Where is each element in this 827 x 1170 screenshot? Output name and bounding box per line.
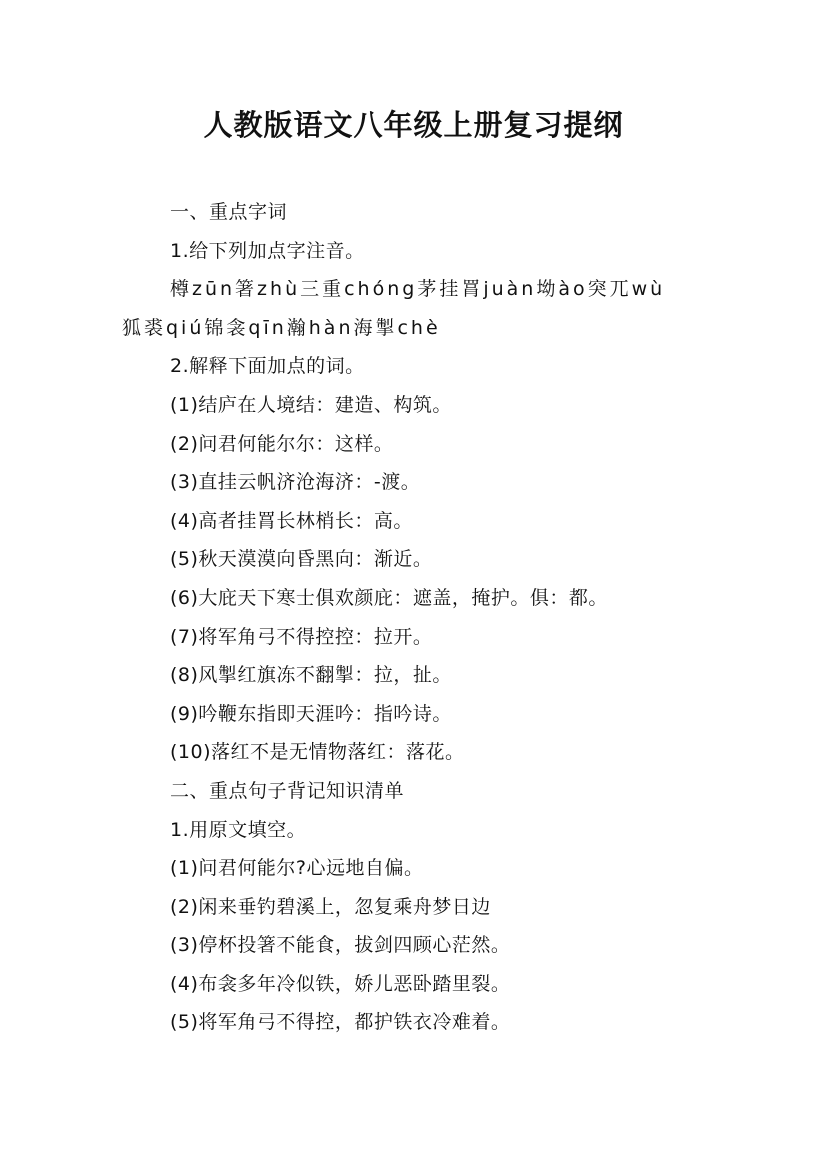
list-item: (8)风掣红旗冻不翻掣：拉，扯。 (170, 664, 452, 687)
list-item: (5)秋天漠漠向昏黑向：渐近。 (170, 548, 433, 571)
list-item: (9)吟鞭东指即天涯吟：指吟诗。 (170, 702, 452, 725)
list-item: (7)将军角弓不得控控：拉开。 (170, 625, 433, 648)
section-heading-2: 二、重点句子背记知识清单 (170, 779, 405, 802)
list-item: (2)问君何能尔尔：这样。 (170, 432, 394, 455)
list-item: (1)结庐在人境结：建造、构筑。 (170, 393, 452, 416)
list-item: (5)将军角弓不得控，都护铁衣冷难着。 (170, 1011, 511, 1034)
document-body (0, 193, 827, 1042)
list-item: (1)问君何能尔?心远地自偏。 (170, 857, 424, 880)
section-heading-1: 一、重点字词 (170, 201, 288, 223)
list-item: (6)大庇天下寒士俱欢颜庇：遮盖，掩护。俱：都。 (170, 586, 608, 609)
document-title: 人教版语文八年级上册复习提纲 (203, 108, 624, 142)
list-item: (10)落红不是无情物落红：落花。 (170, 741, 465, 764)
list-item: (4)高者挂罥长林梢长：高。 (170, 509, 413, 532)
question-heading: 1.给下列加点字注音。 (170, 239, 365, 262)
pinyin-line: 狐裘qiú锦衾qīn瀚hàn海掣chè (122, 316, 441, 339)
list-item: (4)布衾多年冷似铁，娇儿恶卧踏里裂。 (170, 972, 511, 995)
question-heading: 1.用原文填空。 (170, 818, 307, 841)
list-item: (3)停杯投箸不能食，拔剑四顾心茫然。 (170, 934, 511, 957)
pinyin-line: 樽zūn箸zhù三重chóng茅挂罥juàn坳ào突兀wù (170, 278, 666, 301)
list-item: (3)直挂云帆济沧海济：-渡。 (170, 471, 421, 494)
question-heading: 2.解释下面加点的词。 (170, 355, 365, 378)
list-item: (2)闲来垂钓碧溪上，忽复乘舟梦日边 (170, 895, 491, 918)
